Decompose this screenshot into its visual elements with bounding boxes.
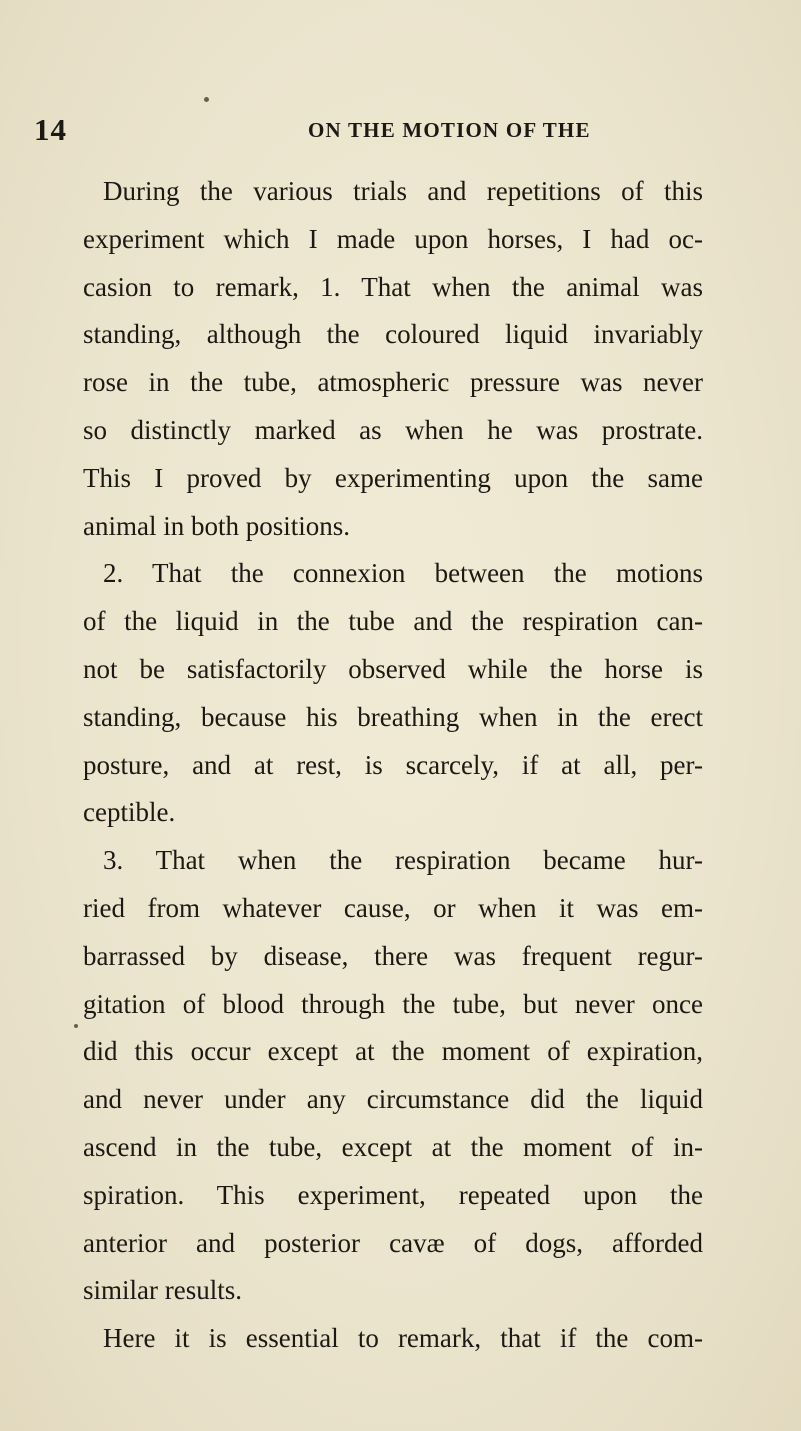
text-line: 2. That the connexion between the motions — [103, 558, 703, 589]
text-line: of the liquid in the tube and the respiration can- — [83, 606, 703, 637]
paragraph-1 — [83, 168, 703, 550]
text-line: rose in the tube, atmospheric pressure was never — [83, 367, 703, 398]
running-head: ON THE MOTION OF THE — [308, 118, 591, 142]
text-line: During the various trials and repetitions of this — [103, 176, 703, 206]
paper-speck — [74, 1024, 78, 1028]
text-line: anterior and posterior cavæ of dogs, afforded — [83, 1227, 703, 1258]
text-line: casion to remark, 1. That when the animal was — [83, 271, 703, 302]
text-line: and never under any circumstance did the liquid — [83, 1084, 703, 1115]
text-line: ried from whatever cause, or when it was em- — [83, 892, 703, 923]
text-line: Here it is essential to remark, that if the com- — [103, 1323, 703, 1354]
text-line: 3. That when the respiration became hur- — [103, 845, 703, 876]
text-line: experiment which I made upon horses, I had oc- — [83, 223, 703, 254]
text-line: not be satisfactorily observed while the horse is — [83, 653, 703, 684]
text-line: spiration. This experiment, repeated upon the — [83, 1179, 703, 1210]
text-line: ceptible. — [83, 797, 176, 828]
page-number: 14 — [34, 112, 67, 147]
paper-speck — [204, 97, 209, 102]
text-line: barrassed by disease, there was frequent regur- — [83, 940, 703, 971]
text-line: gitation of blood through the tube, but never once — [83, 988, 703, 1019]
page-header — [34, 112, 774, 148]
text-line: standing, although the coloured liquid invariably — [83, 319, 703, 350]
text-line: posture, and at rest, is scarcely, if at all, per- — [83, 749, 703, 780]
body-text — [83, 168, 703, 1363]
text-line: standing, because his breathing when in the erect — [83, 701, 703, 732]
text-line: similar results. — [83, 1275, 242, 1306]
paragraph-4 — [83, 1315, 703, 1363]
paragraph-2 — [83, 550, 703, 837]
text-line: so distinctly marked as when he was prostrate. — [83, 414, 703, 445]
text-line: animal in both positions. — [83, 510, 350, 541]
text-line: ascend in the tube, except at the moment of in- — [83, 1131, 703, 1162]
paragraph-3 — [83, 837, 703, 1315]
text-line: This I proved by experimenting upon the same — [83, 462, 703, 493]
text-line: did this occur except at the moment of expiration, — [83, 1036, 703, 1067]
